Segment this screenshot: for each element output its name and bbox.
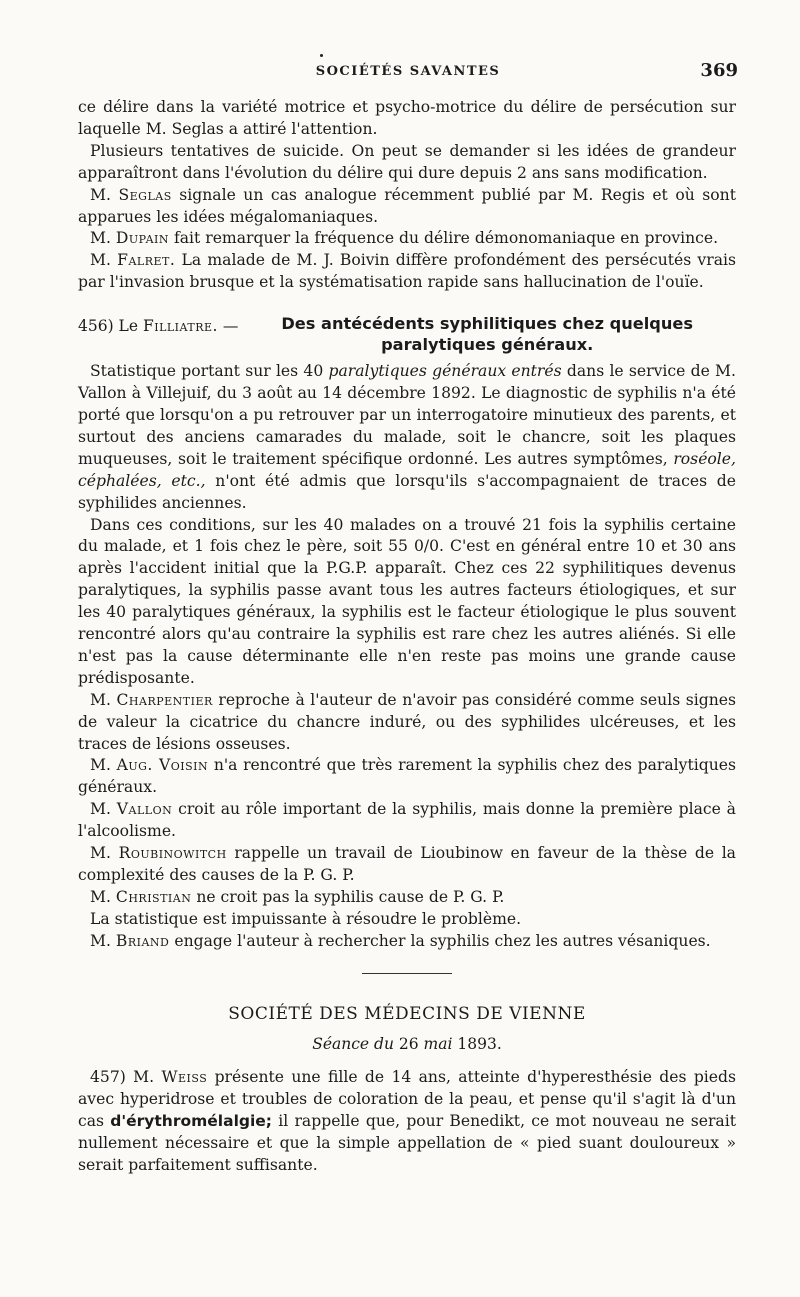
intro-paragraph: ce délire dans la variété motrice et psycho-motrice du délire de persécution sur laquelle M. Seglas a attiré l'attention. bbox=[78, 98, 736, 138]
person-name: Vallon bbox=[116, 800, 173, 819]
highlighted-term: d'érythromélalgie; bbox=[110, 1112, 273, 1131]
intro-paragraph: M. Falret. La malade de M. J. Boivin diffère profondément des persécutés vrais par l'invasion brusque et la systématisation rapide sans hallucination de l'ouïe. bbox=[78, 251, 736, 292]
page-body bbox=[78, 97, 736, 1177]
person-name: Christian bbox=[115, 887, 192, 906]
discussion-paragraph: M. Aug. Voisin n'a rencontré que très rarement la syphilis chez des paralytiques généraux. bbox=[78, 756, 736, 797]
entry-number: 456) Le bbox=[78, 317, 139, 336]
seance-date: Séance du 26 mai 1893. bbox=[312, 1034, 502, 1053]
person-name: Falret. bbox=[117, 251, 176, 270]
entry-author: Filliatre. bbox=[142, 317, 218, 336]
entry-number: 457) M. bbox=[90, 1068, 155, 1087]
person-name: Roubinowitch bbox=[118, 844, 227, 863]
discussion-paragraph: M. Vallon croit au rôle important de la syphilis, mais donne la première place à l'alcoolisme. bbox=[78, 800, 736, 841]
discussion-paragraph: La statistique est impuissante à résoudre le problème. bbox=[90, 909, 522, 928]
ink-speck bbox=[320, 54, 323, 57]
entry-title: Des antécédents syphilitiques chez quelques paralytiques généraux. bbox=[281, 314, 694, 355]
entry-457-paragraph: 457) M. Weiss présente une fille de 14 ans, atteinte d'hyperesthésie des pieds avec hyperidrose et troubles de coloration de la peau, et pense qu'il s'agit là d'un cas d'érythromélalgie; il rappelle que, pour Benedikt, ce mot nouveau ne serait nullement nécessaire et que la simple appellation de « pied suant douloureux » serait parfaitement suffisante. bbox=[78, 1068, 736, 1175]
entry-author: Weiss bbox=[161, 1068, 208, 1087]
discussion-paragraph: M. Christian ne croit pas la syphilis cause de P. G. P. bbox=[90, 887, 505, 906]
entry-456-paragraph: Statistique portant sur les 40 paralytiques généraux entrés dans le service de M. Vallon à Villejuif, du 3 août au 14 décembre 1892. Le diagnostic de syphilis n'a été porté que lorsqu'on a pu retrouver par un interrogatoire minutieux des parents, et surtout des anciens camarades du malade, soit le chancre, soit les plaques muqueuses, soit le traitement spécifique ordonné. Les autres symptômes, roséole, céphalées, etc., n'ont été admis que lorsqu'ils s'accompagnaient de traces de syphilides anciennes. bbox=[78, 362, 737, 512]
entry-dash: — bbox=[222, 317, 239, 336]
page-header bbox=[78, 58, 738, 86]
entry-456-paragraph: Dans ces conditions, sur les 40 malades on a trouvé 21 fois la syphilis certaine du malade, et 1 fois chez le père, soit 55 0/0. C'est en général entre 10 et 30 ans après l'accident initial que la P.G.P. apparaît. Chez ces 22 syphilitiques devenus paralytiques, la syphilis passe avant tous les autres facteurs étiologiques, et sur les 40 paralytiques généraux, la syphilis est le facteur étiologique le plus souvent rencontré alors qu'au contraire la syphilis est rare chez les autres aliénés. Si elle n'est pas la cause déterminante elle n'en reste pas moins une grande cause prédisposante. bbox=[78, 515, 736, 687]
intro-paragraph: M. Seglas signale un cas analogue récemment publié par M. Regis et où sont apparues les idées mégalomaniaques. bbox=[78, 185, 736, 226]
person-name: Charpentier bbox=[116, 690, 213, 709]
society-heading: SOCIÉTÉ DES MÉDECINS DE VIENNE bbox=[228, 1003, 586, 1024]
person-name: Dupain bbox=[115, 229, 169, 248]
running-title: SOCIÉTÉS SAVANTES bbox=[315, 64, 501, 79]
page-number: 369 bbox=[700, 60, 738, 81]
person-name: Aug. Voisin bbox=[116, 756, 209, 775]
person-name: Seglas bbox=[118, 185, 172, 204]
entry-456-heading bbox=[78, 313, 736, 355]
intro-paragraph: M. Dupain fait remarquer la fréquence du délire démonomaniaque en province. bbox=[90, 229, 719, 248]
person-name: Briand bbox=[115, 931, 170, 950]
discussion-paragraph: M. Briand engage l'auteur à rechercher la syphilis chez les autres vésaniques. bbox=[90, 931, 711, 950]
discussion-paragraph: M. Roubinowitch rappelle un travail de Lioubinow en faveur de la thèse de la complexité des causes de la P. G. P. bbox=[78, 844, 736, 884]
intro-paragraph: Plusieurs tentatives de suicide. On peut se demander si les idées de grandeur apparaîtront dans l'évolution du délire qui dure depuis 2 ans sans modification. bbox=[78, 141, 736, 182]
section-divider bbox=[362, 973, 452, 974]
discussion-paragraph: M. Charpentier reproche à l'auteur de n'avoir pas considéré comme seuls signes de valeur la cicatrice du chancre induré, ou des syphilides ulcéreuses, et les traces de lésions osseuses. bbox=[78, 690, 736, 753]
